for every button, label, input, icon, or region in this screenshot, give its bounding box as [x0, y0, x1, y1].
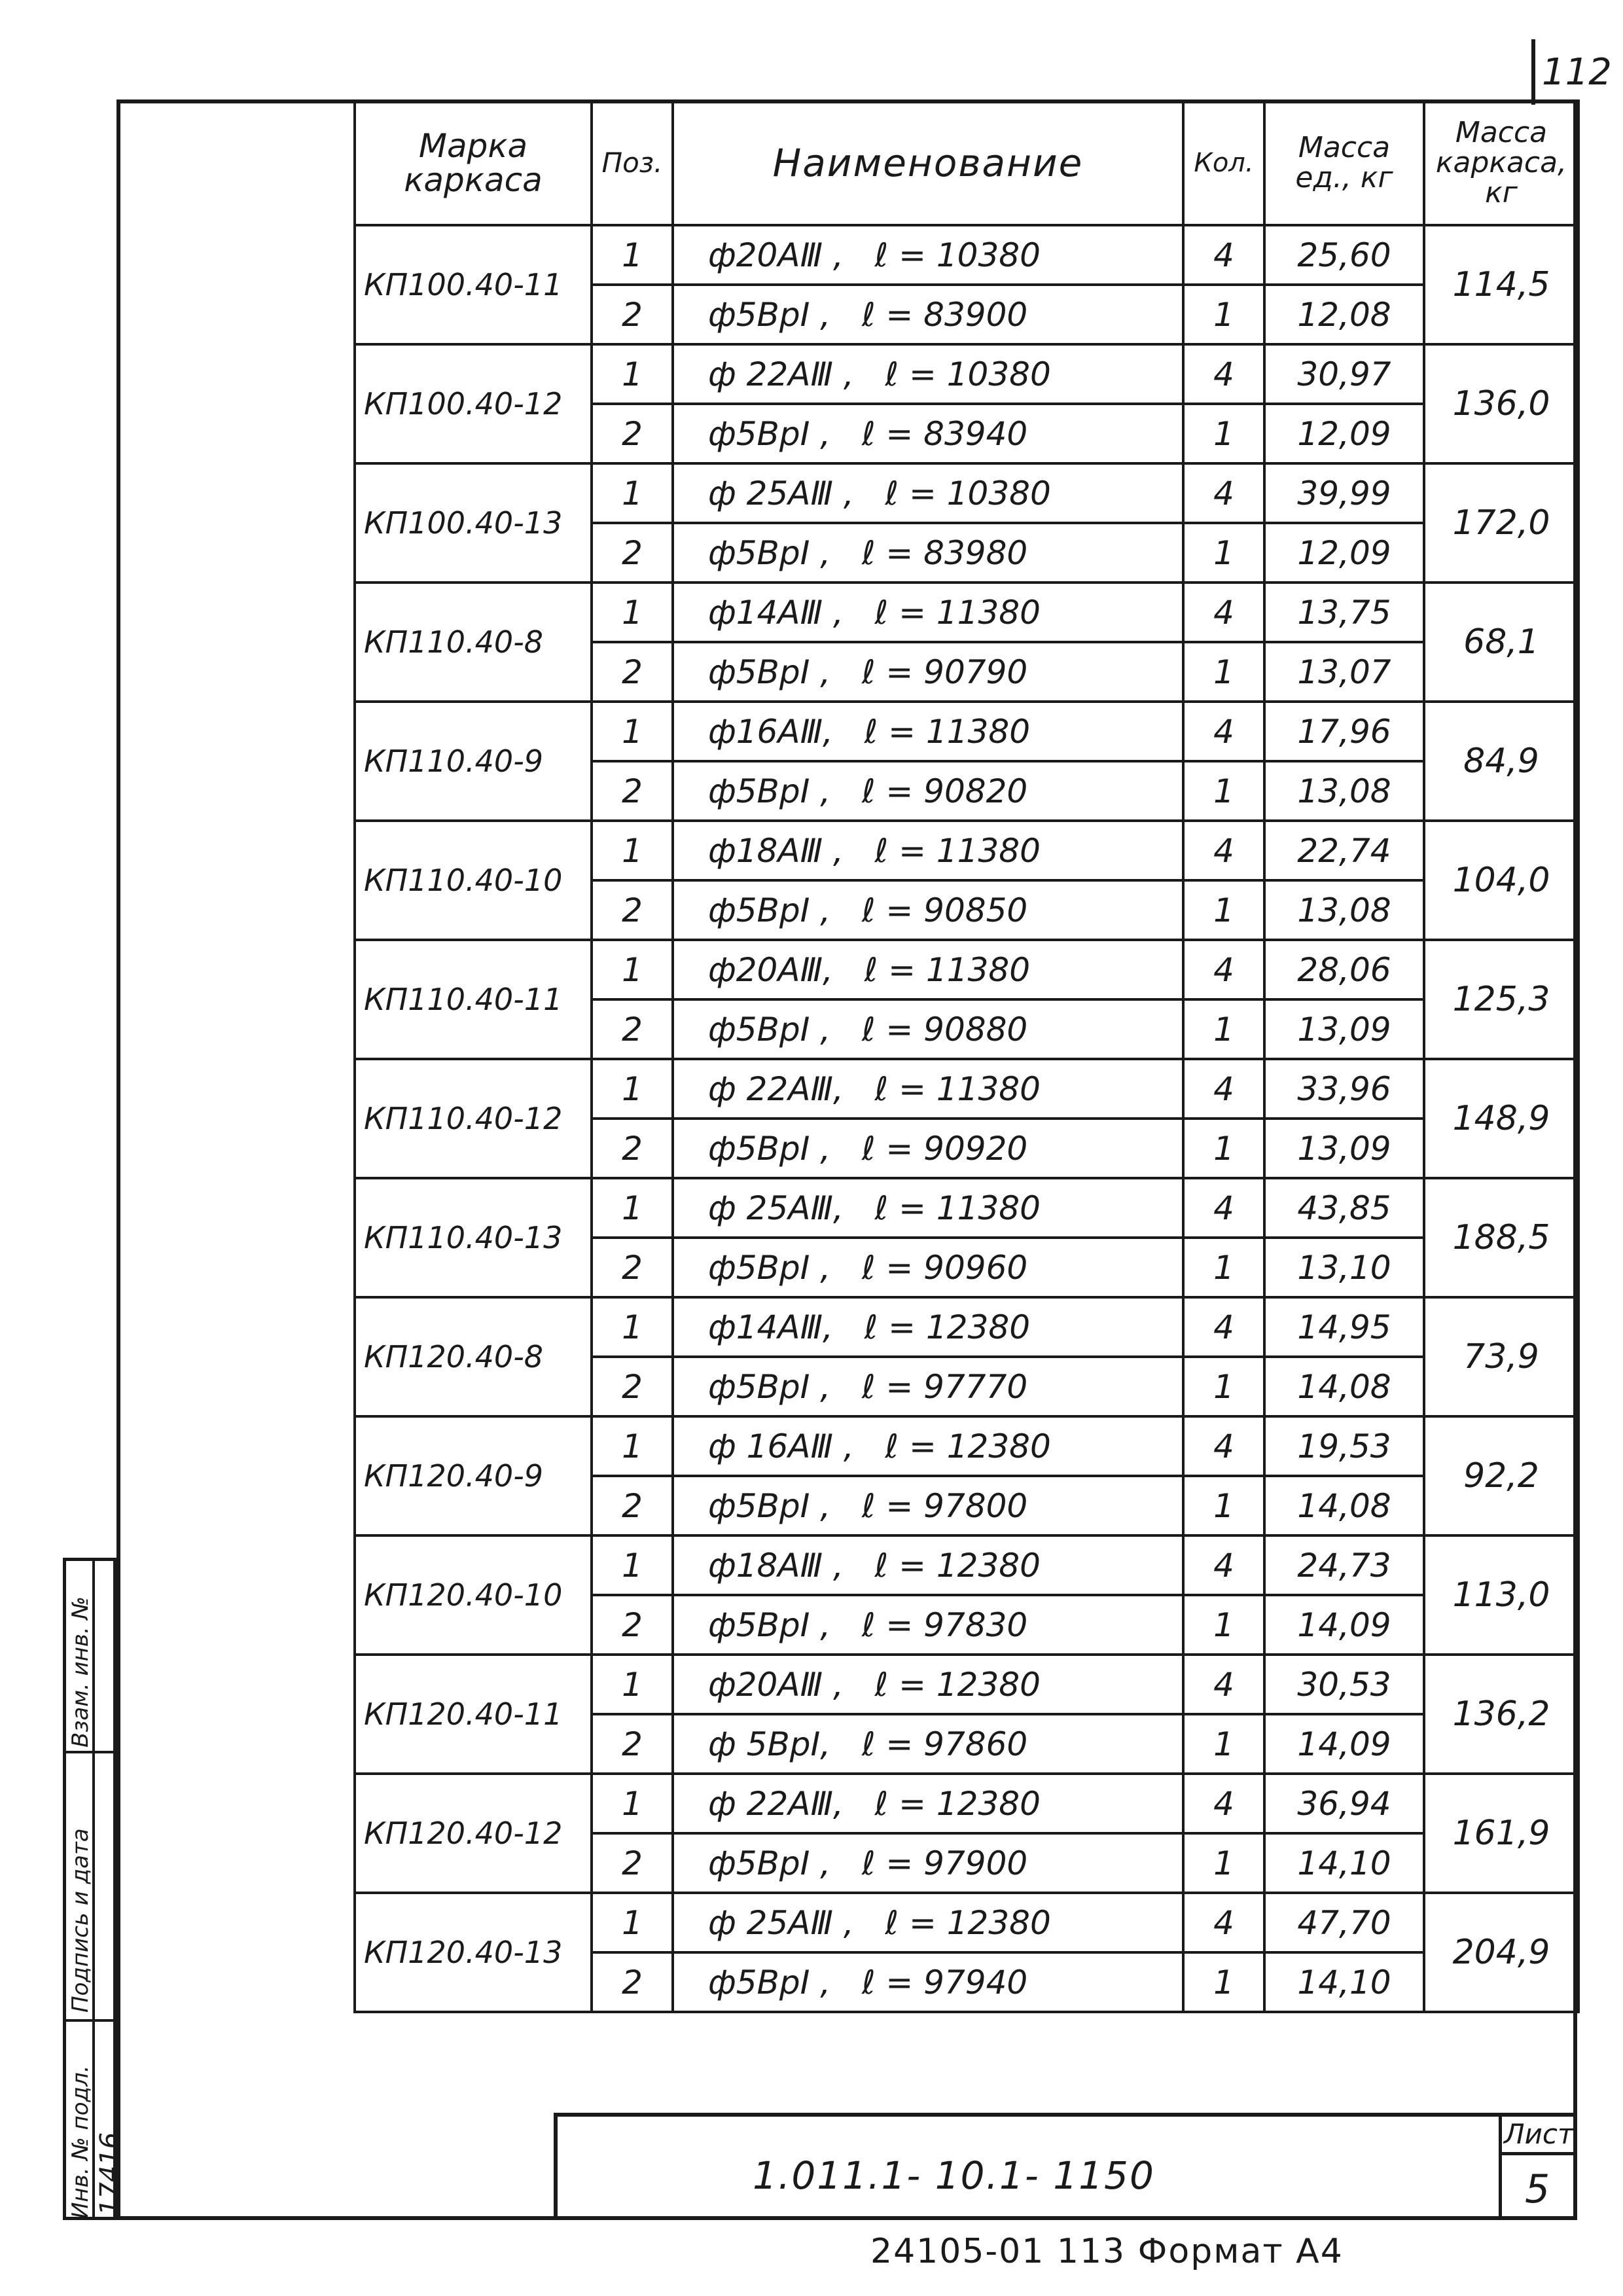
quantity-cell: 1: [1183, 880, 1264, 940]
position-cell: 1: [592, 1893, 673, 1952]
frame-mark: КП120.40-12: [355, 1774, 592, 1893]
quantity-cell: 4: [1183, 1535, 1264, 1595]
position-cell: 1: [592, 1297, 673, 1357]
frame-mark: КП120.40-10: [355, 1535, 592, 1655]
position-cell: 2: [592, 1833, 673, 1893]
name-cell: ф14АⅢ, ℓ = 12380: [673, 1297, 1183, 1357]
position-cell: 1: [592, 1535, 673, 1595]
unit-mass-cell: 13,09: [1264, 999, 1424, 1059]
frame-mark: КП100.40-13: [355, 463, 592, 583]
frame-total-mass: 104,0: [1424, 821, 1578, 940]
quantity-cell: 4: [1183, 1297, 1264, 1357]
table-row: [355, 1059, 1578, 1119]
stamp-divider-2: [66, 2019, 113, 2022]
position-cell: 2: [592, 1952, 673, 2012]
unit-mass-cell: 47,70: [1264, 1893, 1424, 1952]
position-cell: 1: [592, 1655, 673, 1714]
unit-mass-cell: 13,08: [1264, 761, 1424, 821]
unit-mass-cell: 14,08: [1264, 1357, 1424, 1416]
unit-mass-cell: 43,85: [1264, 1178, 1424, 1238]
unit-mass-cell: 28,06: [1264, 940, 1424, 999]
quantity-cell: 1: [1183, 1238, 1264, 1297]
frame-total-mass: 172,0: [1424, 463, 1578, 583]
header-mark: Марка каркаса: [355, 101, 592, 225]
name-cell: ф5ВрI , ℓ = 97830: [673, 1595, 1183, 1655]
name-cell: ф5ВрI , ℓ = 90920: [673, 1119, 1183, 1178]
frame-total-mass: 84,9: [1424, 702, 1578, 821]
quantity-cell: 1: [1183, 1476, 1264, 1535]
name-cell: ф16АⅢ, ℓ = 11380: [673, 702, 1183, 761]
name-cell: ф5ВрI , ℓ = 90820: [673, 761, 1183, 821]
position-cell: 1: [592, 1059, 673, 1119]
frame-mark: КП110.40-11: [355, 940, 592, 1059]
quantity-cell: 4: [1183, 1059, 1264, 1119]
name-cell: ф5ВрI , ℓ = 97940: [673, 1952, 1183, 2012]
name-cell: ф18АⅢ , ℓ = 12380: [673, 1535, 1183, 1595]
position-cell: 1: [592, 1774, 673, 1833]
position-cell: 2: [592, 999, 673, 1059]
table-row: [355, 463, 1578, 523]
quantity-cell: 1: [1183, 761, 1264, 821]
position-cell: 1: [592, 821, 673, 880]
table-row: [355, 1535, 1578, 1595]
position-cell: 2: [592, 880, 673, 940]
frame-total-mass: 188,5: [1424, 1178, 1578, 1297]
name-cell: ф20АⅢ , ℓ = 12380: [673, 1655, 1183, 1714]
unit-mass-cell: 30,53: [1264, 1655, 1424, 1714]
quantity-cell: 4: [1183, 1416, 1264, 1476]
frame-total-mass: 113,0: [1424, 1535, 1578, 1655]
stamp-inv-label: Инв. № подл.: [67, 2065, 94, 2219]
unit-mass-cell: 30,97: [1264, 344, 1424, 404]
frame-mark: КП110.40-8: [355, 583, 592, 702]
stamp-divider-1: [66, 1751, 113, 1753]
header-quantity: Кол.: [1183, 101, 1264, 225]
quantity-cell: 4: [1183, 1655, 1264, 1714]
name-cell: ф 25АⅢ , ℓ = 12380: [673, 1893, 1183, 1952]
stamp-replace-label: Взам. инв. №: [67, 1596, 94, 1748]
unit-mass-cell: 14,95: [1264, 1297, 1424, 1357]
frame-total-mass: 136,2: [1424, 1655, 1578, 1774]
name-cell: ф18АⅢ , ℓ = 11380: [673, 821, 1183, 880]
position-cell: 1: [592, 225, 673, 285]
position-cell: 1: [592, 463, 673, 523]
table-row: [355, 344, 1578, 404]
quantity-cell: 1: [1183, 1714, 1264, 1774]
position-cell: 1: [592, 940, 673, 999]
name-cell: ф20АⅢ , ℓ = 10380: [673, 225, 1183, 285]
quantity-cell: 4: [1183, 344, 1264, 404]
position-cell: 1: [592, 1416, 673, 1476]
quantity-cell: 1: [1183, 1595, 1264, 1655]
unit-mass-cell: 13,75: [1264, 583, 1424, 642]
header-frame-mass: Масса каркаса, кг: [1424, 101, 1578, 225]
unit-mass-cell: 12,09: [1264, 523, 1424, 583]
name-cell: ф 22АⅢ, ℓ = 12380: [673, 1774, 1183, 1833]
quantity-cell: 4: [1183, 702, 1264, 761]
unit-mass-cell: 39,99: [1264, 463, 1424, 523]
sheet-number: 5: [1525, 2166, 1550, 2212]
quantity-cell: 1: [1183, 999, 1264, 1059]
sheet-label: Лист: [1504, 2118, 1574, 2150]
frame-total-mass: 73,9: [1424, 1297, 1578, 1416]
name-cell: ф20АⅢ, ℓ = 11380: [673, 940, 1183, 999]
frame-total-mass: 204,9: [1424, 1893, 1578, 2012]
unit-mass-cell: 13,08: [1264, 880, 1424, 940]
name-cell: ф5ВрI , ℓ = 97770: [673, 1357, 1183, 1416]
unit-mass-cell: 13,09: [1264, 1119, 1424, 1178]
name-cell: ф5ВрI , ℓ = 83940: [673, 404, 1183, 463]
header-position: Поз.: [592, 101, 673, 225]
page-number: 112: [1542, 51, 1612, 94]
position-cell: 2: [592, 1357, 673, 1416]
position-cell: 2: [592, 1595, 673, 1655]
header-unit-mass: Масса ед., кг: [1264, 101, 1424, 225]
frame-mark: КП100.40-11: [355, 225, 592, 344]
name-cell: ф5ВрI , ℓ = 97800: [673, 1476, 1183, 1535]
unit-mass-cell: 14,08: [1264, 1476, 1424, 1535]
name-cell: ф 16АⅢ , ℓ = 12380: [673, 1416, 1183, 1476]
unit-mass-cell: 19,53: [1264, 1416, 1424, 1476]
table-row: [355, 1416, 1578, 1476]
quantity-cell: 1: [1183, 285, 1264, 344]
frame-total-mass: 125,3: [1424, 940, 1578, 1059]
position-cell: 2: [592, 1119, 673, 1178]
frame-total-mass: 92,2: [1424, 1416, 1578, 1535]
frame-mark: КП110.40-10: [355, 821, 592, 940]
table-row: [355, 1178, 1578, 1238]
name-cell: ф14АⅢ , ℓ = 11380: [673, 583, 1183, 642]
unit-mass-cell: 13,10: [1264, 1238, 1424, 1297]
unit-mass-cell: 14,10: [1264, 1952, 1424, 2012]
frame-total-mass: 114,5: [1424, 225, 1578, 344]
stamp-inv-value: 17416: [95, 2132, 125, 2215]
quantity-cell: 1: [1183, 1119, 1264, 1178]
unit-mass-cell: 25,60: [1264, 225, 1424, 285]
table-row: [355, 821, 1578, 880]
frame-total-mass: 161,9: [1424, 1774, 1578, 1893]
position-cell: 2: [592, 1714, 673, 1774]
name-cell: ф5ВрI , ℓ = 90960: [673, 1238, 1183, 1297]
quantity-cell: 1: [1183, 404, 1264, 463]
quantity-cell: 4: [1183, 1178, 1264, 1238]
table-header-row: [355, 101, 1578, 225]
table-row: [355, 583, 1578, 642]
quantity-cell: 4: [1183, 225, 1264, 285]
unit-mass-cell: 22,74: [1264, 821, 1424, 880]
header-name: Наименование: [673, 101, 1183, 225]
name-cell: ф 25АⅢ, ℓ = 11380: [673, 1178, 1183, 1238]
document-code: 1.011.1- 10.1- 1150: [753, 2153, 1155, 2198]
position-cell: 2: [592, 642, 673, 702]
quantity-cell: 1: [1183, 523, 1264, 583]
quantity-cell: 1: [1183, 1952, 1264, 2012]
quantity-cell: 1: [1183, 1833, 1264, 1893]
frame-mark: КП110.40-12: [355, 1059, 592, 1178]
frame-total-mass: 136,0: [1424, 344, 1578, 463]
table-row: [355, 1655, 1578, 1714]
name-cell: ф5ВрI , ℓ = 83900: [673, 285, 1183, 344]
unit-mass-cell: 14,10: [1264, 1833, 1424, 1893]
unit-mass-cell: 12,09: [1264, 404, 1424, 463]
name-cell: ф 25АⅢ , ℓ = 10380: [673, 463, 1183, 523]
position-cell: 1: [592, 1178, 673, 1238]
quantity-cell: 4: [1183, 1893, 1264, 1952]
unit-mass-cell: 36,94: [1264, 1774, 1424, 1833]
unit-mass-cell: 13,07: [1264, 642, 1424, 702]
position-cell: 2: [592, 1476, 673, 1535]
frame-mark: КП120.40-11: [355, 1655, 592, 1774]
frame-mark: КП110.40-13: [355, 1178, 592, 1297]
name-cell: ф5ВрI , ℓ = 90850: [673, 880, 1183, 940]
unit-mass-cell: 33,96: [1264, 1059, 1424, 1119]
position-cell: 2: [592, 404, 673, 463]
stamp-sign-label: Подпись и дата: [67, 1828, 94, 2013]
specification-body: [355, 225, 1578, 2012]
table-row: [355, 1774, 1578, 1833]
position-cell: 1: [592, 344, 673, 404]
position-cell: 2: [592, 523, 673, 583]
frame-mark: КП110.40-9: [355, 702, 592, 821]
quantity-cell: 4: [1183, 821, 1264, 880]
table-row: [355, 1297, 1578, 1357]
quantity-cell: 4: [1183, 940, 1264, 999]
quantity-cell: 4: [1183, 583, 1264, 642]
page-number-divider: [1531, 39, 1535, 105]
frame-mark: КП120.40-8: [355, 1297, 592, 1416]
table-row: [355, 225, 1578, 285]
name-cell: ф 22АⅢ , ℓ = 10380: [673, 344, 1183, 404]
name-cell: ф 5ВрI, ℓ = 97860: [673, 1714, 1183, 1774]
frame-mark: КП120.40-9: [355, 1416, 592, 1535]
position-cell: 2: [592, 761, 673, 821]
quantity-cell: 1: [1183, 1357, 1264, 1416]
table-row: [355, 1893, 1578, 1952]
position-cell: 2: [592, 1238, 673, 1297]
quantity-cell: 4: [1183, 1774, 1264, 1833]
unit-mass-cell: 12,08: [1264, 285, 1424, 344]
side-stamp: [63, 1558, 125, 2220]
name-cell: ф5ВрI , ℓ = 83980: [673, 523, 1183, 583]
unit-mass-cell: 14,09: [1264, 1714, 1424, 1774]
position-cell: 1: [592, 702, 673, 761]
footer-format: 24105-01 113 Формат А4: [870, 2232, 1344, 2271]
frame-mark: КП100.40-12: [355, 344, 592, 463]
name-cell: ф5ВрI , ℓ = 90790: [673, 642, 1183, 702]
position-cell: 1: [592, 583, 673, 642]
table-row: [355, 702, 1578, 761]
quantity-cell: 1: [1183, 642, 1264, 702]
quantity-cell: 4: [1183, 463, 1264, 523]
name-cell: ф5ВрI , ℓ = 90880: [673, 999, 1183, 1059]
position-cell: 2: [592, 285, 673, 344]
unit-mass-cell: 17,96: [1264, 702, 1424, 761]
name-cell: ф5ВрI , ℓ = 97900: [673, 1833, 1183, 1893]
unit-mass-cell: 14,09: [1264, 1595, 1424, 1655]
frame-total-mass: 148,9: [1424, 1059, 1578, 1178]
name-cell: ф 22АⅢ, ℓ = 11380: [673, 1059, 1183, 1119]
frame-mark: КП120.40-13: [355, 1893, 592, 2012]
specification-table: [353, 99, 1580, 2013]
sheet-box-divider: [1499, 2152, 1577, 2155]
frame-total-mass: 68,1: [1424, 583, 1578, 702]
unit-mass-cell: 24,73: [1264, 1535, 1424, 1595]
table-row: [355, 940, 1578, 999]
